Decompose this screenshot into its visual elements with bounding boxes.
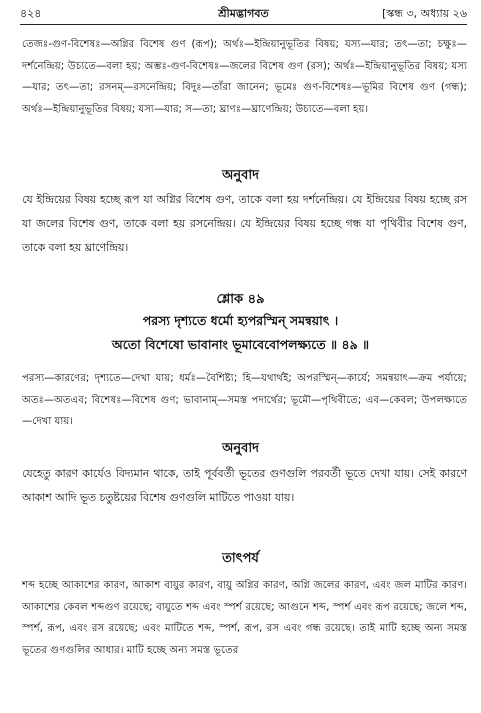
translation-heading: অনুবাদ	[222, 168, 259, 183]
purport-text: শব্দ হচ্ছে আকাশের কারণ, আকাশ বায়ুর কারণ, বায়ু অগ্নির কারণ, অগ্নি জলের কারণ, এবং জল মাটির কারণ। আকাশের কেবল শব্দগুণ রয়েছে; বায়ুতে শব্দ এবং স্পর্শ রয়েছে; আগুনে শব্দ, স্পর্শ এবং রূপ রয়েছে; জলে শব্দ, স্পর্শ, রূপ, এবং রস রয়েছে; এবং মাটিতে শব্দ, স্পর্শ, রূপ, রস এবং গন্ধ রয়েছে। তাই মাটি হচ্ছে অন্য সমস্ত ভূতের গুণগুলির আধার। মাটি হচ্ছে অন্য সমস্ত ভূতের	[22, 580, 467, 656]
translation-text: যেহেতু কারণ কার্যেও বিদ্যমান থাকে, তাই পূর্ববর্তী ভূতের গুণগুলি পরবর্তী ভূতে দেখা যায়। সেই কারণে আকাশ আদি ভূত চতুষ্টয়ের বিশেষ গুণগুলি মাটিতে পাওয়া যায়।	[22, 467, 467, 504]
synonyms-verse: পরস্য—কারণের; দৃশ্যতে—দেখা যায়; ধর্মঃ—বৈশিষ্ট্য; হি—যথার্থই; অপরস্মিন্—কার্যে; সমন্বয়াৎ—ক্রম পর্যায়ে; অতঃ—অতএব; বিশেষঃ—বিশেষ গুণ; ভাবানাম্—সমস্ত পদার্থের; ভূমৌ—পৃথিবীতে; এব—কেবল; উপলক্ষ্যতে—দেখা যায়।	[22, 373, 467, 427]
verse-line-2: অতো বিশেষো ভাবানাং ভূমাবেবোপলক্ষ্যতে ॥ ৪৯ ॥	[111, 337, 370, 352]
verse-line-1: পরস্য দৃশ্যতে ধর্মো হ্যপরস্মিন্ সমন্বয়াৎ ।	[142, 313, 339, 328]
chapter-reference: [স্কন্ধ ৩, অধ্যায় ২৬	[382, 7, 467, 20]
page-number: ৪২৪	[20, 7, 42, 20]
page-header	[20, 6, 467, 22]
verse-heading: শ্লোক ৪৯	[216, 292, 265, 307]
translation-text: যে ইন্দ্রিয়ের বিষয় হচ্ছে রূপ যা অগ্নির বিশেষ গুণ, তাকে বলা হয় দর্শনেন্দ্রিয়। যে ইন্দ্রিয়ের বিষয় হচ্ছে রস যা জলের বিশেষ গুণ, তাকে বলা হয় রসনেন্দ্রিয়। যে ইন্দ্রিয়ের বিষয় হচ্ছে গন্ধ যা পৃথিবীর বিশেষ গুণ, তাকে বলা হয় ঘ্রাণেন্দ্রিয়।	[22, 193, 467, 254]
header-rule	[20, 24, 467, 25]
synonyms-top: তেজঃ-গুণ-বিশেষঃ—অগ্নির বিশেষ গুণ (রূপ); অর্থঃ—ইন্দ্রিয়ানুভূতির বিষয়; যস্য—যার; তৎ—তা; চক্ষুঃ—দর্শনেন্দ্রিয়; উচ্যতে—বলা হয়; অম্ভঃ-গুণ-বিশেষঃ—জলের বিশেষ গুণ (রস); অর্থঃ—ইন্দ্রিয়ানুভূতির বিষয়; যস্য—যার; তৎ—তা; রসনম্—রসনেন্দ্রিয়; বিদুঃ—তাঁরা জানেন; ভূমেঃ গুণ-বিশেষঃ—ভূমির বিশেষ গুণ (গন্ধ); অর্থঃ—ইন্দ্রিয়ানুভূতির বিষয়; যস্য—যার; স—তা; ঘ্রাণঃ—ঘ্রাণেন্দ্রিয়; উচ্যতে—বলা হয়।	[22, 39, 467, 115]
book-title: শ্রীমদ্ভাগবত	[218, 7, 269, 20]
purport-heading: তাৎপর্য	[222, 551, 259, 566]
translation-heading: অনুবাদ	[222, 441, 259, 456]
